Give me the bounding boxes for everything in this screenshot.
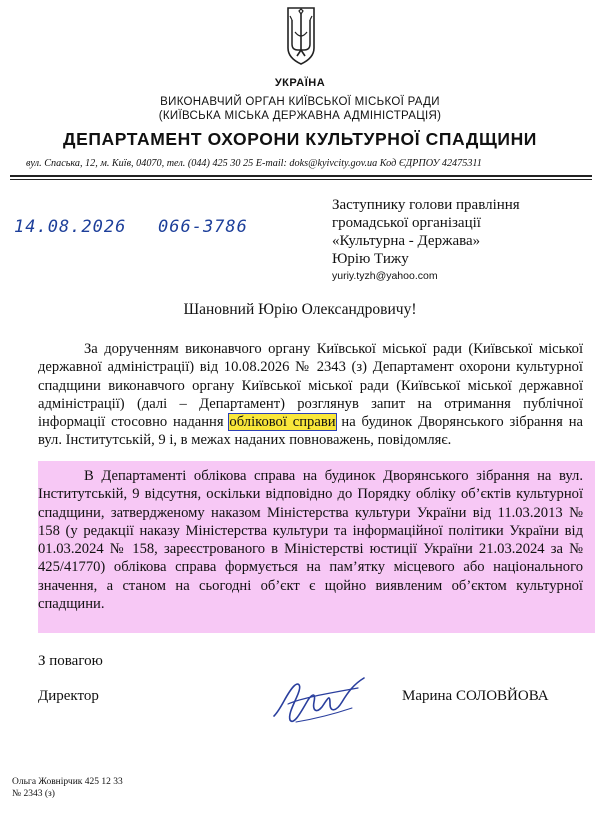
header-divider-thick [10, 175, 592, 177]
addressee-email: yuriy.tyzh@yahoo.com [332, 270, 438, 282]
addressee-line2: громадської організації [332, 215, 481, 231]
department-title: ДЕПАРТАМЕНТ ОХОРОНИ КУЛЬТУРНОЇ СПАДЩИНИ [63, 129, 537, 149]
executor-contact: Ольга Жовнірчик 425 12 33 [12, 777, 123, 787]
body-paragraph-1 [38, 340, 583, 450]
paragraph-1-text-start: За дорученням виконавчого органу Київської міської ради (Київської міської державної адміністрації) від 10.08.2026 № 2343 (з) Департамент охорони культурної спадщини виконавчого органу Київської міської ради (Київської міської державної адміністрації) (далі – Департамент) розглянув запит на отримання публічної інформації стосовно надання [38, 341, 583, 431]
trident-emblem-icon [286, 6, 316, 66]
signer-name: Марина СОЛОВЙОВА [402, 688, 549, 704]
country-name: УКРАЇНА [274, 77, 326, 89]
paragraph-1-text-end: на будинок Дворянського зібрання на вул. Інститутській, 9 і, в межах наданих повноважень, повідомляє. [38, 414, 583, 449]
signature-icon [268, 664, 373, 734]
addressee-block [332, 196, 592, 284]
handwritten-date: 14.08.2026 [14, 217, 127, 237]
org-name-line1: ВИКОНАВЧИЙ ОРГАН КИЇВСЬКОЇ МІСЬКОЇ РАДИ [160, 96, 440, 108]
org-name-line2: (КИЇВСЬКА МІСЬКА ДЕРЖАВНА АДМІНІСТРАЦІЯ) [158, 110, 442, 122]
header-divider-thin [10, 179, 592, 180]
highlighted-phrase: облікової справи [229, 414, 336, 431]
department-address: вул. Спаська, 12, м. Київ, 04070, тел. (044) 425 30 25 E-mail: doks@kyivcity.gov.ua Код ЄДРПОУ 42475311 [26, 158, 482, 169]
body-paragraph-2: В Департаменті облікова справа на будинок Дворянського зібрання на вул. Інститутській, 9 відсутня, оскільки відповідно до Порядку обліку об’єктів культурної спадщини, затвердженому наказом Міністерства культури України від 11.03.2013 № 158 (у редакції наказу Міністерства культури та інформаційної політики України від 01.03.2024 № 158, зареєстрованого в Міністерстві юстиції України 21.03.2024 за № 425/41770) облікова справа формується на пам’ятку місцевого або національного значення, а станом на сьогодні об’єкт є щойно виявленим об’єктом культурної спадщини. [38, 468, 583, 613]
handwritten-reg-number: 066-3786 [158, 217, 248, 237]
closing-regards: З повагою [38, 653, 103, 669]
signer-position: Директор [38, 688, 99, 704]
executor-footer [12, 776, 123, 800]
salutation: Шановний Юрію Олександровичу! [183, 301, 417, 318]
addressee-line3: «Культурна - Держава» [332, 233, 481, 249]
addressee-name: Юрію Тижу [332, 251, 409, 267]
addressee-line1: Заступнику голови правління [332, 197, 520, 213]
document-number: № 2343 (з) [12, 789, 55, 799]
